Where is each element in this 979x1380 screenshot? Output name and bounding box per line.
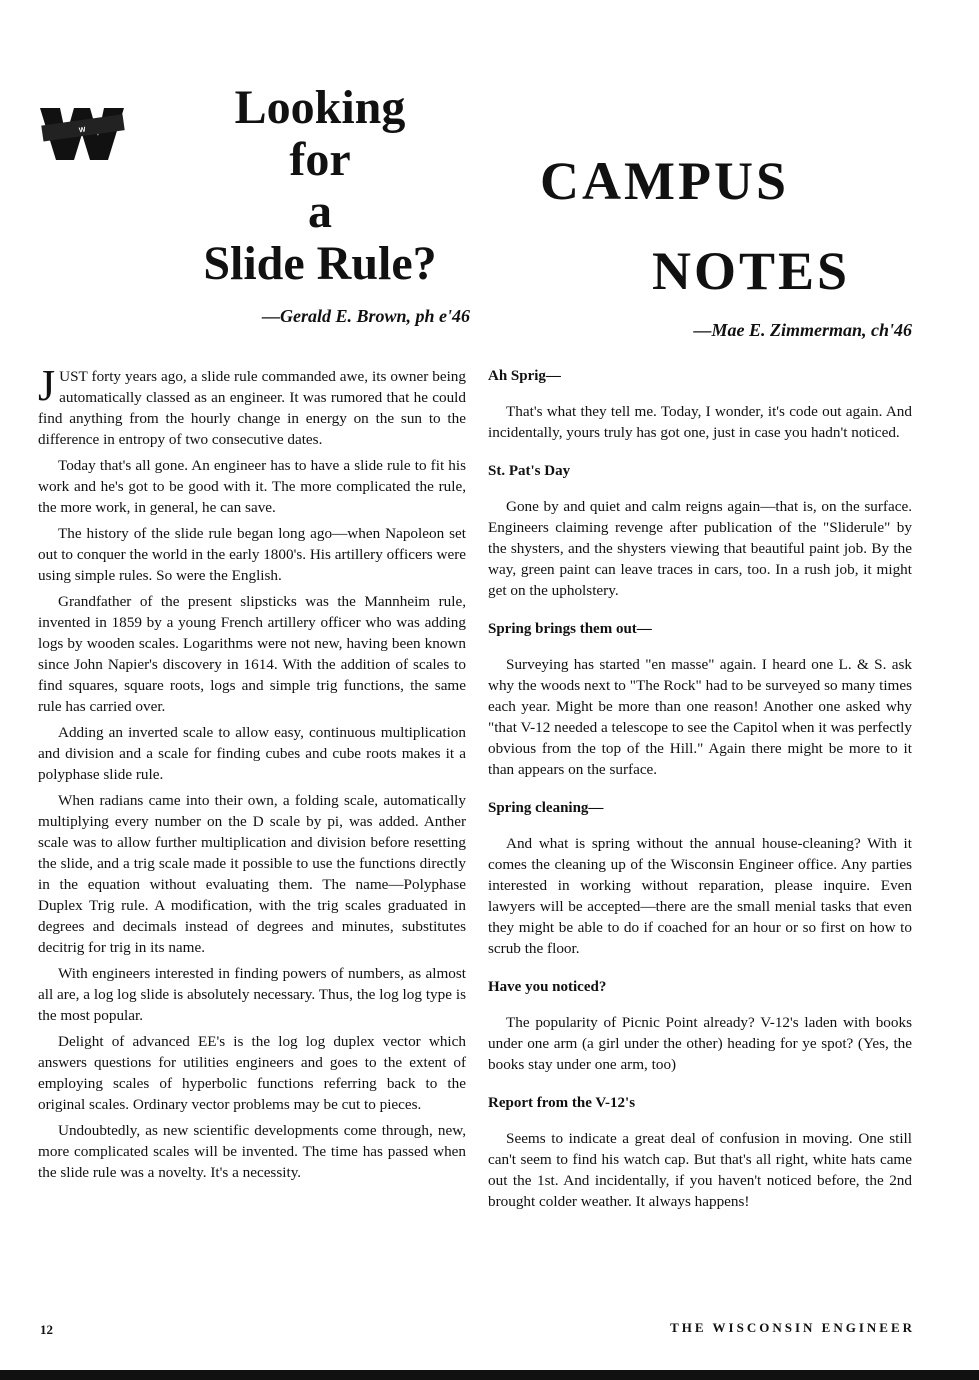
section-heading: Spring brings them out— (488, 621, 652, 637)
section-text: And what is spring without the annual house-cleaning? With it comes the cleaning up of the Wisconsin Engineer office. Any parties interested in working without reparation, please inquire. Even lawyers will be accepted—there are the small menial tasks that even they might be able to do if coached for an hour or so first on how to scrub the floor. (488, 835, 912, 957)
page-number: 12 (40, 1322, 53, 1337)
paragraph: JUST forty years ago, a slide rule commanded awe, its owner being automatically classed as an engineer. It was rumored that he could find anything from the hourly change in energy on the sun to the difference in entropy of two consecutive dates. (38, 361, 466, 448)
bottom-border (0, 1370, 979, 1380)
section-text: Surveying has started "en masse" again. I heard one L. & S. ask why the woods next to "The Rock" had to be surveyed so many times each year. Might be more than one reason! Another one asked why "that V-12 needed a telescope to see the Capitol when it was perfectly obvious from the top of the Hill." Again there might be more to it than appears on the surface. (488, 656, 912, 778)
paragraph: Today that's all gone. An engineer has to have a slide rule to fit his work and he's got to be good with it. The more complicated the rule, the more work, in general, he can save. (38, 457, 466, 516)
paragraph: Adding an inverted scale to allow easy, continuous multiplication and division and a scale for finding cubes and cube roots makes it a polyphase slide rule. (38, 724, 466, 783)
campus-notes-byline: —Mae E. Zimmerman, ch'46 (693, 320, 912, 340)
drop-cap: J (38, 361, 56, 410)
slide-rule-article-body (38, 361, 467, 1188)
paragraph: Grandfather of the present slipsticks was the Mannheim rule, invented in 1859 by a young French artillery officer who was adding logs by wooden scales. Logarithms were not new, having been known since John Napier's discovery in 1614. With the addition of scales to find squares, square roots, logs and simple trig functions, the same rule has carried over. (38, 593, 466, 715)
section-text: The popularity of Picnic Point already? V-12's laden with books under one arm (a girl under the other) heading for ye spot? (Yes, the books stay under one arm, too) (488, 1014, 912, 1073)
section-heading: Ah Sprig— (488, 368, 561, 384)
section-text: Seems to indicate a great deal of confusion in moving. One still can't seem to find his watch cap. But that's all right, white hats came out the 1st. And incidentally, if you haven't noticed before, the 2nd brought colder weather. It always happens! (488, 1130, 912, 1210)
paragraph: When radians came into their own, a folding scale, automatically multiplying every number on the D scale by pi, was added. Anther scale was to allow further multiplication and division before resetting the slide, and a trig scale made it possible to use the functions directly in the equation without evaluating them. The name—Polyphase Duplex Trig rule. A modification, with the trig scales graduated in degrees and decimals instead of degrees and minutes, substitutes decitrig for trig in its name. (38, 792, 466, 956)
article-title (170, 82, 470, 290)
section-text: That's what they tell me. Today, I wonder, it's code out again. And incidentally, yours truly has got one, just in case you hadn't noticed. (488, 403, 912, 441)
paragraph: Undoubtedly, as new scientific developments come through, new, more complicated scales will be invented. The time has passed when the slide rule was a novelty. It's a necessity. (38, 1122, 466, 1181)
section-heading: Spring cleaning— (488, 800, 604, 816)
section-heading: Report from the V-12's (488, 1095, 636, 1111)
section-heading: St. Pat's Day (488, 463, 571, 479)
title-line: Looking (234, 81, 406, 134)
magazine-name: THE WISCONSIN ENGINEER (670, 1320, 915, 1335)
title-line: a (308, 185, 332, 238)
paragraph: Delight of advanced EE's is the log log duplex vector which answers questions for utilities engineers and goes to the extent of employing scales of hyperbolic functions referring back to the original scales. Ordinary vector problems may be cut to pieces. (38, 1033, 466, 1113)
paragraph: With engineers interested in finding powers of numbers, as almost all are, a log log slide is absolutely necessary. Thus, the log log type is the most popular. (38, 965, 466, 1024)
campus-notes-title-1: CAMPUS (540, 151, 789, 211)
article-byline: —Gerald E. Brown, ph e'46 (261, 306, 470, 326)
campus-notes-title-2: NOTES (652, 241, 851, 301)
section-text: Gone by and quiet and calm reigns again—that is, on the surface. Engineers claiming revenge after publication of the "Sliderule" by the shysters, and the shysters viewing that beautiful paint job. By the way, green paint can leave traces in cars, too. In a rush job, it might get on the upholstery. (488, 498, 912, 599)
paragraph: The history of the slide rule began long ago—when Napoleon set out to conquer the world in the early 1800's. His artillery officers were using simple rules. So were the English. (38, 525, 467, 584)
section-heading: Have you noticed? (488, 979, 607, 995)
campus-notes-body (488, 366, 912, 1230)
title-line: Slide Rule? (203, 237, 437, 290)
wisconsin-w-logo-icon (36, 100, 128, 164)
title-line: for (289, 133, 351, 186)
svg-text:W: W (78, 126, 87, 135)
